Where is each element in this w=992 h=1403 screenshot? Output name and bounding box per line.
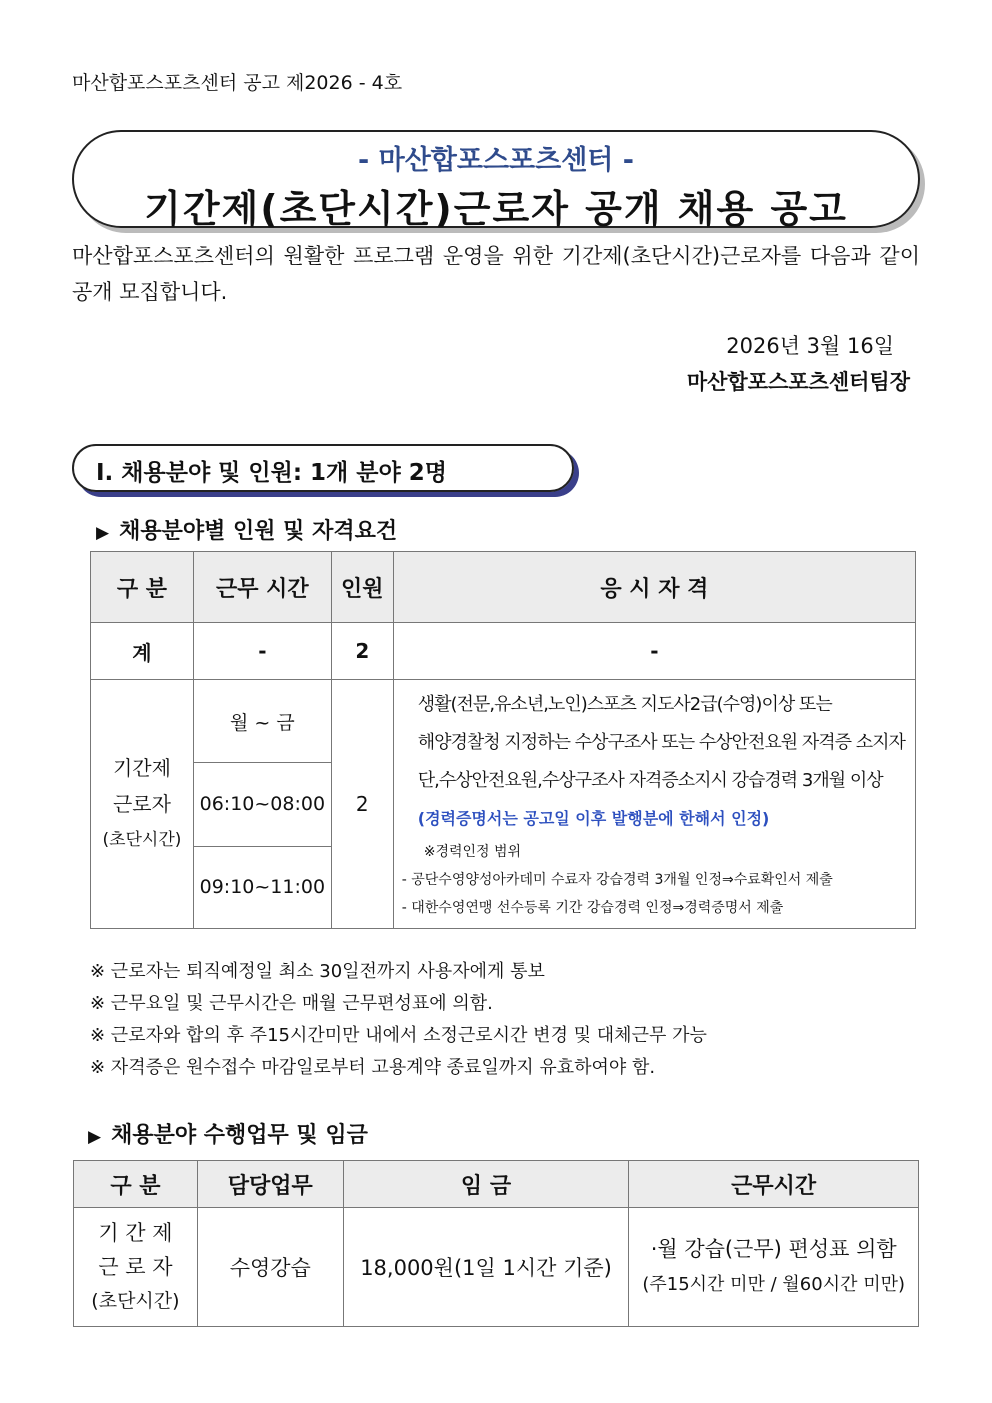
section-1-title: Ⅰ. 채용분야 및 인원: 1개 분야 2명 [96, 460, 447, 486]
header-category: 구 분 [91, 552, 194, 623]
category-line-2: 근로자 [112, 792, 171, 816]
category-line-3: (초단시간) [102, 830, 182, 850]
header-duty: 담당업무 [197, 1161, 343, 1208]
note-item: ※ 근로자와 합의 후 주15시간미만 내에서 소정근로시간 변경 및 대체근무 가능 [90, 1025, 707, 1046]
qualification-line-1: 생활(전문,유소년,노인)스포츠 지도사2급(수영)이상 또는 [417, 694, 832, 715]
table-header-row [91, 552, 916, 623]
notice-number: 마산합포스포츠센터 공고 제2026 - 4호 [72, 72, 403, 94]
signer: 마산합포스포츠센터팀장 [686, 370, 910, 394]
work-hours-cell [629, 1208, 919, 1327]
table-row-total [91, 623, 916, 680]
header-qualification: 응 시 자 격 [393, 552, 915, 623]
work-days: 월 ~ 금 [193, 680, 331, 763]
triangle-icon: ▶ [96, 523, 110, 543]
qualification-table [90, 551, 916, 929]
category-line-1: 기 간 제 [98, 1221, 173, 1245]
time-slot-2: 09:10~11:00 [193, 846, 331, 928]
headcount: 2 [331, 680, 393, 929]
title-subtitle: - 마산합포스포츠센터 - [358, 145, 634, 176]
notes-list [90, 956, 707, 1084]
triangle-icon: ▶ [88, 1127, 102, 1147]
header-work-hours: 근무시간 [629, 1161, 919, 1208]
table-row [91, 680, 916, 763]
total-qualification: - [393, 623, 915, 680]
work-hours-line-2: (주15시간 미만 / 월60시간 미만) [642, 1274, 906, 1295]
header-wage: 임 금 [343, 1161, 629, 1208]
career-item-2: - 대한수영연맹 선수등록 기간 강습경력 인정⇒경력증명서 제출 [401, 900, 784, 916]
header-category: 구 분 [74, 1161, 198, 1208]
note-item: ※ 자격증은 원수접수 마감일로부터 고용계약 종료일까지 유효하여야 함. [90, 1057, 656, 1078]
section-1-box [72, 444, 574, 492]
qualification-cell [393, 680, 915, 929]
certificate-note: (경력증명서는 공고일 이후 발행분에 한해서 인정) [417, 809, 770, 828]
table-row [74, 1208, 919, 1327]
intro-paragraph: 마산합포스포츠센터의 원활한 프로그램 운영을 위한 기간제(초단시간)근로자를 다음과 같이 공개 모집합니다. [72, 244, 920, 304]
career-range-title: ※경력인정 범위 [423, 844, 522, 860]
category-cell [91, 680, 194, 929]
duty-wage-table [73, 1160, 919, 1327]
time-slot-1: 06:10~08:00 [193, 763, 331, 846]
notice-date: 2026년 3월 16일 [726, 334, 894, 358]
total-label: 계 [91, 623, 194, 680]
header-headcount: 인원 [331, 552, 393, 623]
qualification-line-3: 단,수상안전요원,수상구조사 자격증소지시 강습경력 3개월 이상 [417, 770, 883, 791]
total-count: 2 [331, 623, 393, 680]
category-cell [74, 1208, 198, 1327]
table1-heading-text: 채용분야별 인원 및 자격요건 [119, 519, 398, 544]
duty-cell: 수영강습 [197, 1208, 343, 1327]
table2-heading [88, 1118, 368, 1149]
qualification-line-2: 해양경찰청 지정하는 수상구조사 또는 수상안전요원 자격증 소지자 [417, 732, 905, 753]
page-title: 기간제(초단시간)근로자 공개 채용 공고 [144, 187, 848, 231]
note-item: ※ 근로자는 퇴직예정일 최소 30일전까지 사용자에게 통보 [90, 961, 545, 982]
title-box [72, 130, 920, 231]
category-line-2: 근 로 자 [98, 1255, 173, 1279]
category-line-3: (초단시간) [91, 1290, 180, 1312]
table-header-row [74, 1161, 919, 1208]
wage-cell: 18,000원(1일 1시간 기준) [343, 1208, 629, 1327]
table2-heading-text: 채용분야 수행업무 및 임금 [111, 1123, 368, 1148]
note-item: ※ 근무요일 및 근무시간은 매월 근무편성표에 의함. [90, 993, 493, 1014]
table1-heading [96, 514, 397, 545]
category-line-1: 기간제 [112, 756, 171, 780]
work-hours-line-1: ·월 강습(근무) 편성표 의함 [650, 1237, 897, 1261]
total-time: - [193, 623, 331, 680]
career-item-1: - 공단수영양성아카데미 수료자 강습경력 3개월 인정⇒수료확인서 제출 [401, 872, 833, 888]
header-work-time: 근무 시간 [193, 552, 331, 623]
